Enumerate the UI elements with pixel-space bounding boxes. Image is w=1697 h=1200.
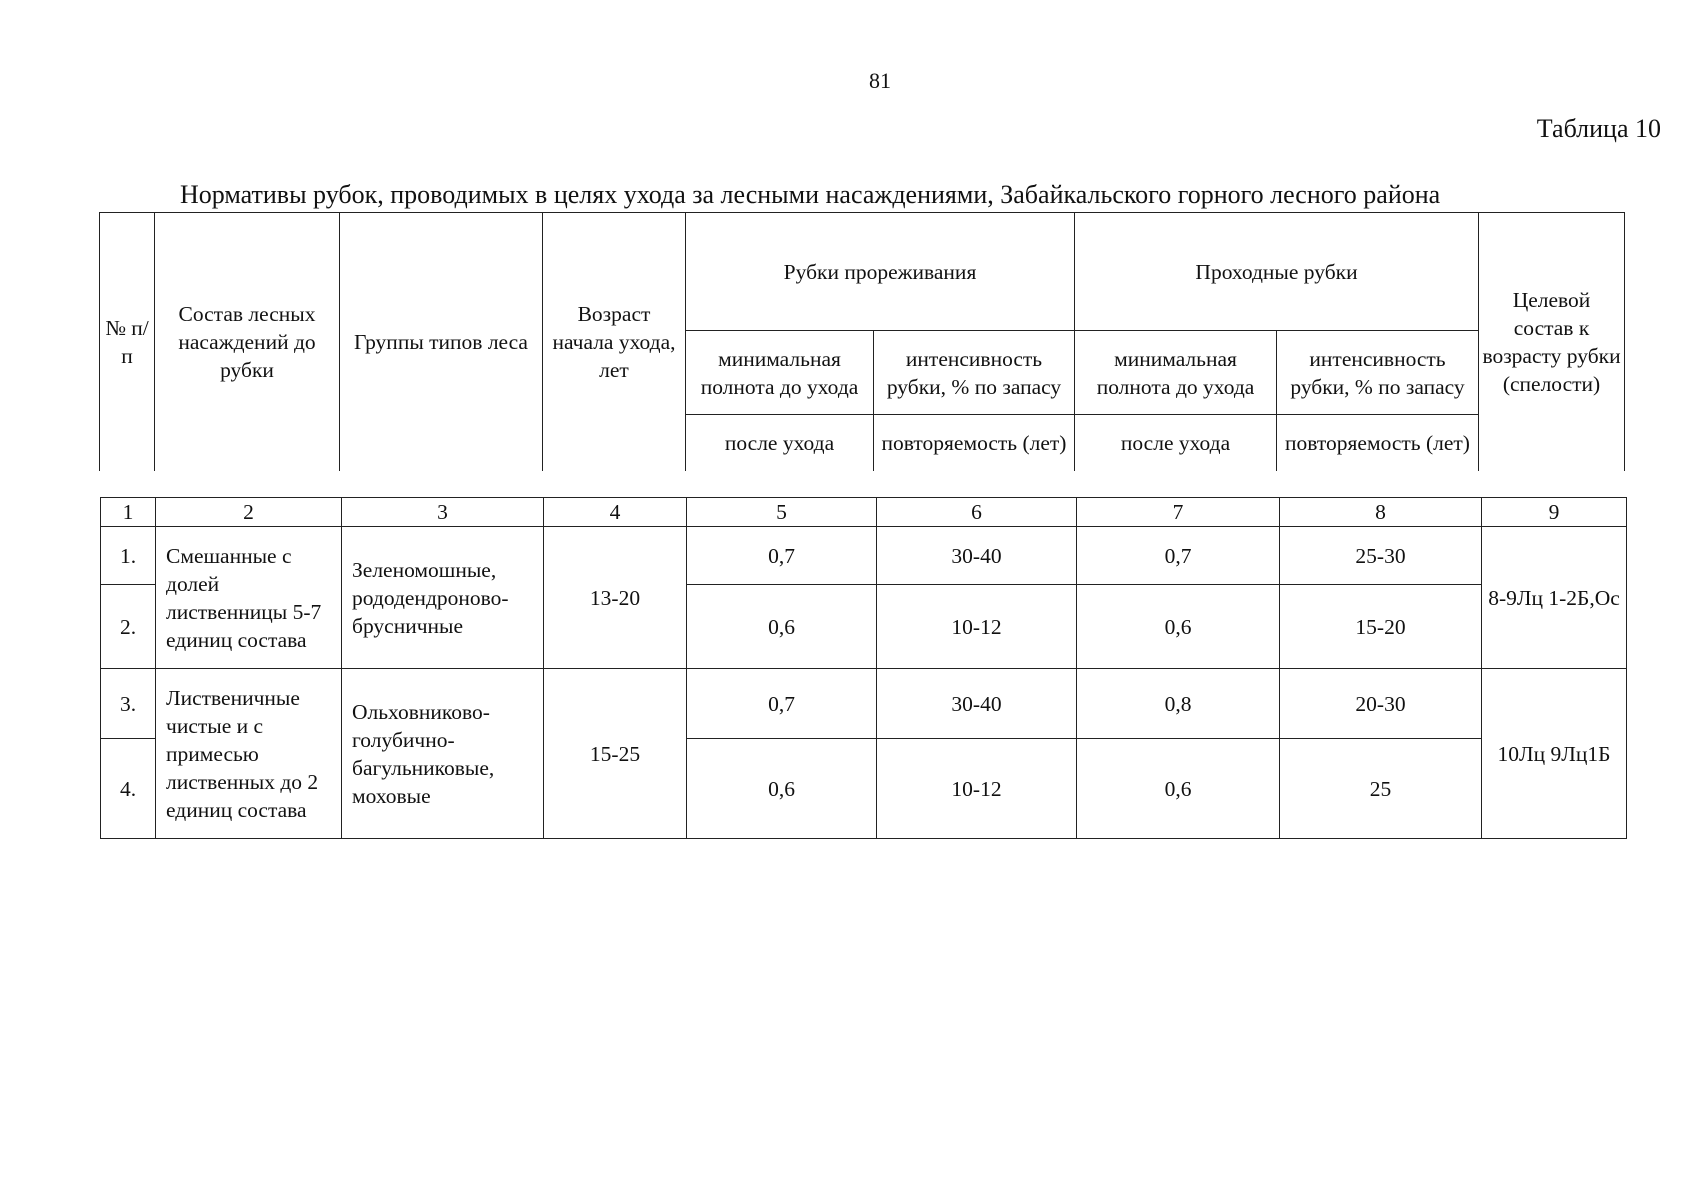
target-cell: 8-9Лц 1-2Б,Ос — [1482, 527, 1627, 669]
row-number: 4. — [101, 739, 156, 839]
value-cell: 0,6 — [687, 585, 877, 669]
composition-cell: Лиственичные чистые и с примесью лиственных до 2 единиц состава — [156, 669, 342, 839]
table-row — [101, 527, 1627, 585]
value-cell: 0,7 — [687, 527, 877, 585]
age-cell: 15-25 — [544, 669, 687, 839]
header-composition: Состав лесных насаждений до рубки — [155, 213, 340, 471]
header-passage: Проходные рубки — [1075, 213, 1479, 331]
header-repeatability: повторяемость (лет) — [874, 415, 1075, 471]
column-number: 7 — [1077, 498, 1280, 527]
column-number: 6 — [877, 498, 1077, 527]
row-number: 1. — [101, 527, 156, 585]
age-cell: 13-20 — [544, 527, 687, 669]
table-title: Нормативы рубок, проводимых в целях ухода за лесными насаждениями, Забайкальского горного лесного района — [180, 180, 1441, 209]
column-number: 1 — [101, 498, 156, 527]
table-body — [100, 497, 1627, 839]
header-forest-groups: Группы типов леса — [340, 213, 543, 471]
column-number: 9 — [1482, 498, 1627, 527]
header-age: Возраст начала ухода, лет — [543, 213, 686, 471]
header-target: Целевой состав к возрасту рубки (спелости) — [1479, 213, 1625, 471]
header-after-care: после ухода — [686, 415, 874, 471]
table-row — [101, 669, 1627, 739]
column-number: 3 — [342, 498, 544, 527]
column-number: 8 — [1280, 498, 1482, 527]
value-cell: 15-20 — [1280, 585, 1482, 669]
value-cell: 10-12 — [877, 585, 1077, 669]
value-cell: 10-12 — [877, 739, 1077, 839]
value-cell: 25-30 — [1280, 527, 1482, 585]
column-number: 2 — [156, 498, 342, 527]
value-cell: 0,6 — [687, 739, 877, 839]
value-cell: 30-40 — [877, 527, 1077, 585]
column-number: 5 — [687, 498, 877, 527]
column-number: 4 — [544, 498, 687, 527]
header-num: № п/п — [100, 213, 155, 471]
value-cell: 0,8 — [1077, 669, 1280, 739]
row-number: 3. — [101, 669, 156, 739]
forest-types-cell: Ольховниково-голубично-багульниковые, моховые — [342, 669, 544, 839]
header-intensity: интенсивность рубки, % по запасу — [1277, 331, 1479, 415]
header-min-density: минимальная полнота до ухода — [1075, 331, 1277, 415]
composition-cell: Смешанные с долей лиственницы 5-7 единиц состава — [156, 527, 342, 669]
header-repeatability: повторяемость (лет) — [1277, 415, 1479, 471]
table-header — [99, 212, 1625, 471]
row-number: 2. — [101, 585, 156, 669]
value-cell: 25 — [1280, 739, 1482, 839]
value-cell: 0,6 — [1077, 585, 1280, 669]
value-cell: 30-40 — [877, 669, 1077, 739]
header-after-care: после ухода — [1075, 415, 1277, 471]
page-number: 81 — [869, 68, 891, 93]
value-cell: 20-30 — [1280, 669, 1482, 739]
header-thinning: Рубки прореживания — [686, 213, 1075, 331]
header-intensity: интенсивность рубки, % по запасу — [874, 331, 1075, 415]
target-cell: 10Лц 9Лц1Б — [1482, 669, 1627, 839]
value-cell: 0,6 — [1077, 739, 1280, 839]
table-label: Таблица 10 — [1536, 114, 1661, 143]
value-cell: 0,7 — [687, 669, 877, 739]
value-cell: 0,7 — [1077, 527, 1280, 585]
column-number-row — [101, 498, 1627, 527]
header-min-density: минимальная полнота до ухода — [686, 331, 874, 415]
forest-types-cell: Зеленомошные, рододендроново-брусничные — [342, 527, 544, 669]
